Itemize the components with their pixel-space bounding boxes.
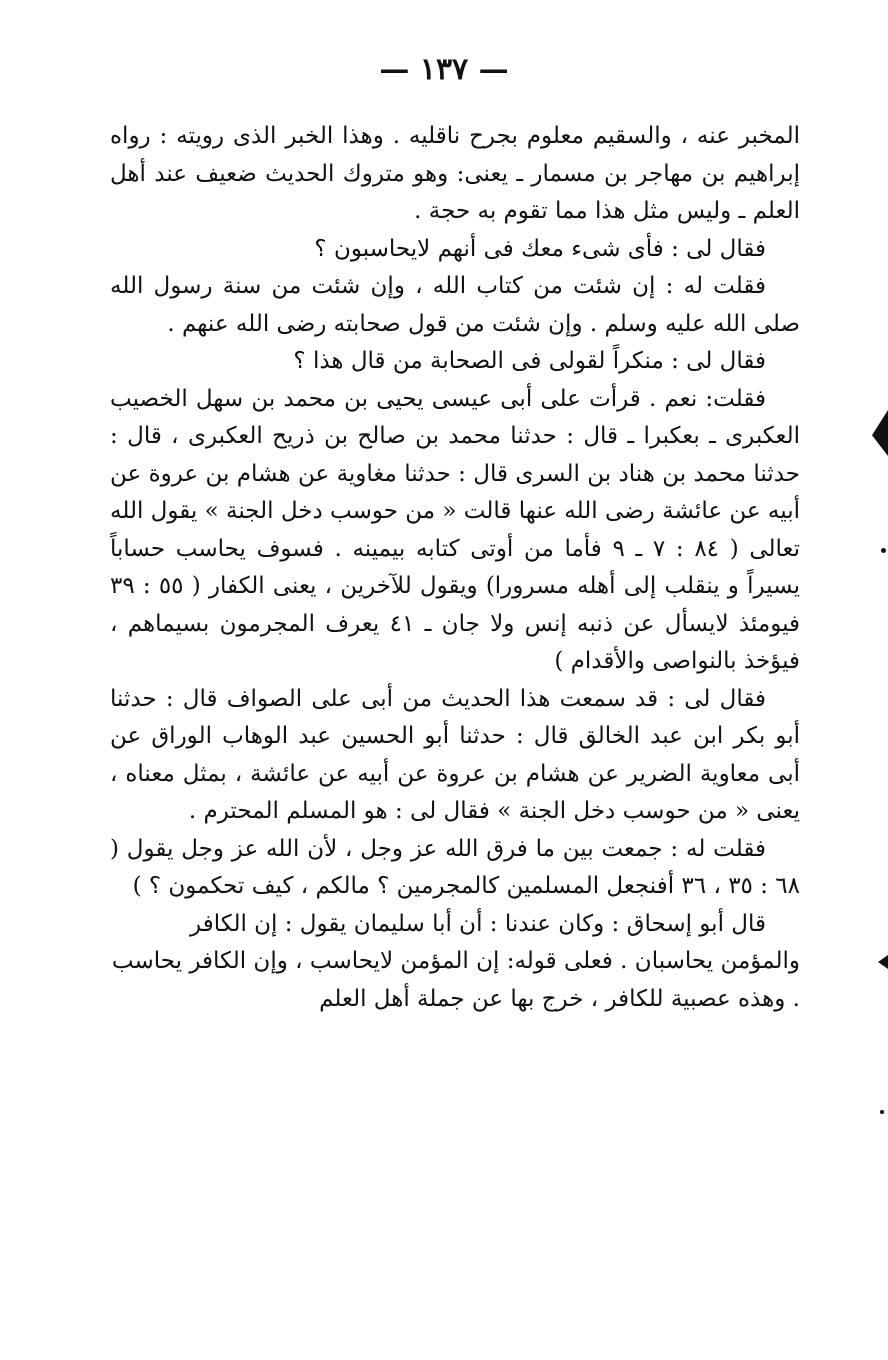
paragraph-isnad-aisha: فقلت: نعم . قرأت على أبى عيسى يحيى بن محمد بن سهل الخصيب العكبرى ـ بعكبرا ـ قال : حدثنا محمد بن صالح بن ذريح العكبرى ، قال : حدثنا محمد بن هناد بن السرى قال : حدثنا مغاوية عن هشام بن عروة عن أبيه عن عائشة رضى الله عنها قالت « من حوسب دخل الجنة » يقول الله تعالى ( ٨٤ : ٧ ـ ٩ فأما من أوتى كتابه بيمينه . فسوف يحاسب حساباً يسيراً و ينقلب إلى أهله مسرورا) ويقول للآخرين ، يعنى الكفار ( ٥٥ : ٣٩ فيومئذ لايسأل عن ذنبه إنس ولا جان ـ ٤١ يعرف المجرمون بسيماهم ، فيؤخذ بالنواصى والأقدام ) <box>110 385 801 674</box>
edge-ink-dot <box>880 1110 884 1114</box>
paragraph-question-reckoning: فقال لى : فأى شىء معك فى أنهم لايحاسبون ؟ <box>314 235 766 262</box>
page-body <box>110 118 800 1018</box>
paragraph-muslims-criminals: فقلت له : جمعت بين ما فرق الله عز وجل ، لأن الله عز وجل يقول ( ٦٨ : ٣٥ ، ٣٦ أفنجعل المسلمين كالمجرمين ؟ مالكم ، كيف تحكمون ؟ ) <box>110 835 800 899</box>
edge-ink-mark <box>878 955 888 969</box>
paragraph-hadith-criticism: المخبر عنه ، والسقيم معلوم بجرح ناقليه . وهذا الخبر الذى رويته : رواه إبراهيم بن مهاجر بن مسمار ـ يعنى: وهو متروك الحديث ضعيف عند أهل العلم ـ وليس مثل هذا مما تقوم به حجة . <box>110 123 800 224</box>
paragraph-abu-ishaq: قال أبو إسحاق : وكان عندنا : أن أبا سليمان يقول : إن الكافر والمؤمن يحاسبان . فعلى قوله: إن المؤمن لايحاسب ، وإن الكافر يحاسب . وهذه عصبية للكافر ، خرج بها عن جملة أهل العلم <box>111 910 800 1012</box>
edge-ink-dot <box>881 548 886 553</box>
page-number: — ١٣٧ — <box>379 52 509 87</box>
paragraph-answer-sources: فقلت له : إن شئت من كتاب الله ، وإن شئت من سنة رسول الله صلى الله عليه وسلم . وإن شئت من قول صحابته رضى الله عنهم . <box>110 273 800 337</box>
paragraph-question-companions: فقال لى : منكراً لقولى فى الصحابة من قال هذا ؟ <box>293 348 766 374</box>
edge-ink-mark <box>872 410 888 456</box>
paragraph-second-isnad: فقال لى : قد سمعت هذا الحديث من أبى على الصواف قال : حدثنا أبو بكر ابن عبد الخالق قال : حدثنا أبو الحسين عبد الوهاب الوراق عن أبى معاوية الضرير عن هشام بن عروة عن أبيه عن عائشة ، بمثل معناه ، يعنى « من حوسب دخل الجنة » فقال لى : هو المسلم المحترم . <box>110 685 800 824</box>
